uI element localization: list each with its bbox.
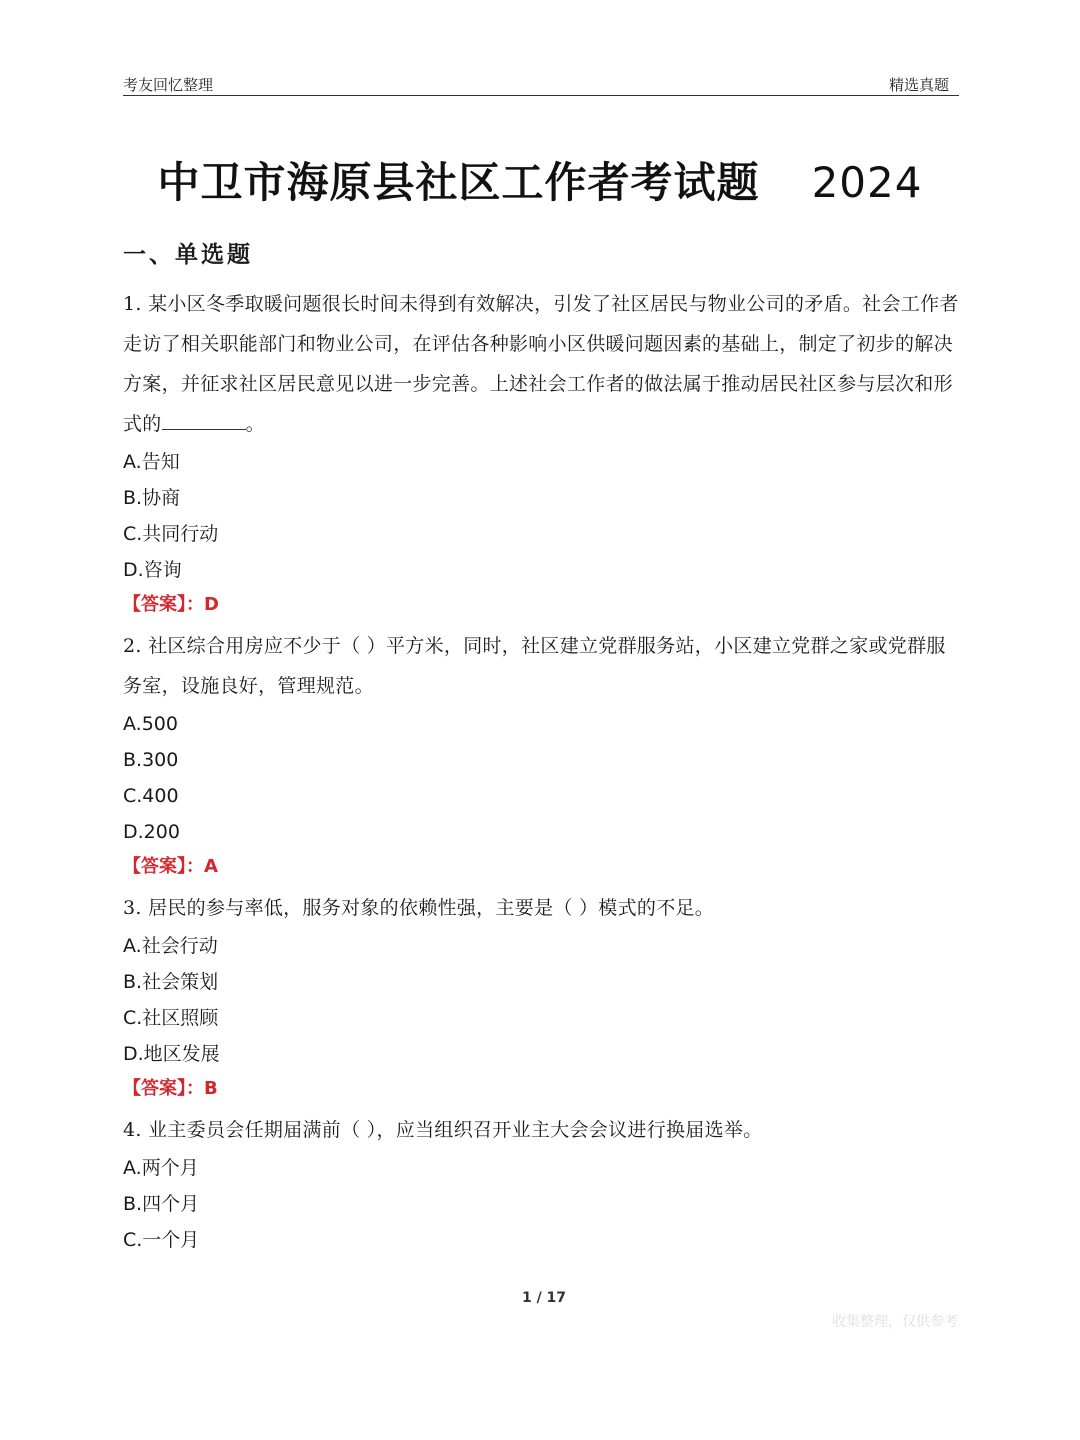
option-a: A.两个月	[123, 1157, 199, 1179]
header-source-label: 考友回忆整理	[123, 76, 214, 94]
title-year: 2024	[811, 158, 923, 207]
document-title	[0, 150, 1080, 210]
option-c: C.社区照顾	[123, 1007, 219, 1029]
question-list	[123, 284, 959, 1258]
section-heading: 一、单选题	[123, 241, 253, 268]
option-d: D.200	[123, 821, 180, 843]
question-text-part: 1. 某小区冬季取暖问题很长时间未得到有效解决，引发了社区居民与物业公司的矛盾。社会工作者走访了相关职能部门和物业公司，在评估各种影响小区供暖问题因素的基础上，制定了初步的解决方案，并征求社区居民意见以进一步完善。上述社会工作者的做法属于推动居民社区参与层次和形式的	[123, 293, 959, 435]
answer-label: 【答案】：A	[123, 856, 218, 877]
page-header	[123, 72, 959, 94]
answer-label: 【答案】：B	[123, 1078, 218, 1099]
option-c: C.一个月	[123, 1229, 200, 1251]
option-b: B.社会策划	[123, 971, 219, 993]
question-text-end: 。	[245, 413, 265, 435]
question-3	[123, 888, 959, 1106]
option-b: B.四个月	[123, 1193, 200, 1215]
option-d: D.咨询	[123, 559, 182, 581]
header-divider	[123, 95, 959, 96]
option-b: B.300	[123, 749, 179, 771]
option-c: C.400	[123, 785, 179, 807]
option-c: C.共同行动	[123, 523, 219, 545]
question-text: 2. 社区综合用房应不少于（ ）平方米，同时，社区建立党群服务站，小区建立党群之家或党群服务室，设施良好，管理规范。	[123, 635, 946, 697]
answer-label: 【答案】：D	[123, 594, 219, 615]
question-1	[123, 284, 959, 622]
option-d: D.地区发展	[123, 1043, 220, 1065]
title-main: 中卫市海原县社区工作者考试题	[157, 158, 760, 207]
header-category-label: 精选真题	[888, 76, 949, 94]
question-2	[123, 626, 959, 884]
question-text: 4. 业主委员会任期届满前（ ），应当组织召开业主大会会议进行换届选举。	[123, 1119, 763, 1141]
watermark-text: 收集整理，仅供参考	[832, 1314, 958, 1330]
option-b: B.协商	[123, 487, 181, 509]
question-4	[123, 1110, 959, 1258]
option-a: A.告知	[123, 451, 180, 473]
fill-blank	[162, 409, 246, 430]
page-number: 1 / 17	[521, 1290, 567, 1306]
option-a: A.500	[123, 713, 178, 735]
question-text	[123, 284, 959, 444]
question-text: 3. 居民的参与率低，服务对象的依赖性强，主要是（ ）模式的不足。	[123, 897, 715, 919]
option-a: A.社会行动	[123, 935, 218, 957]
